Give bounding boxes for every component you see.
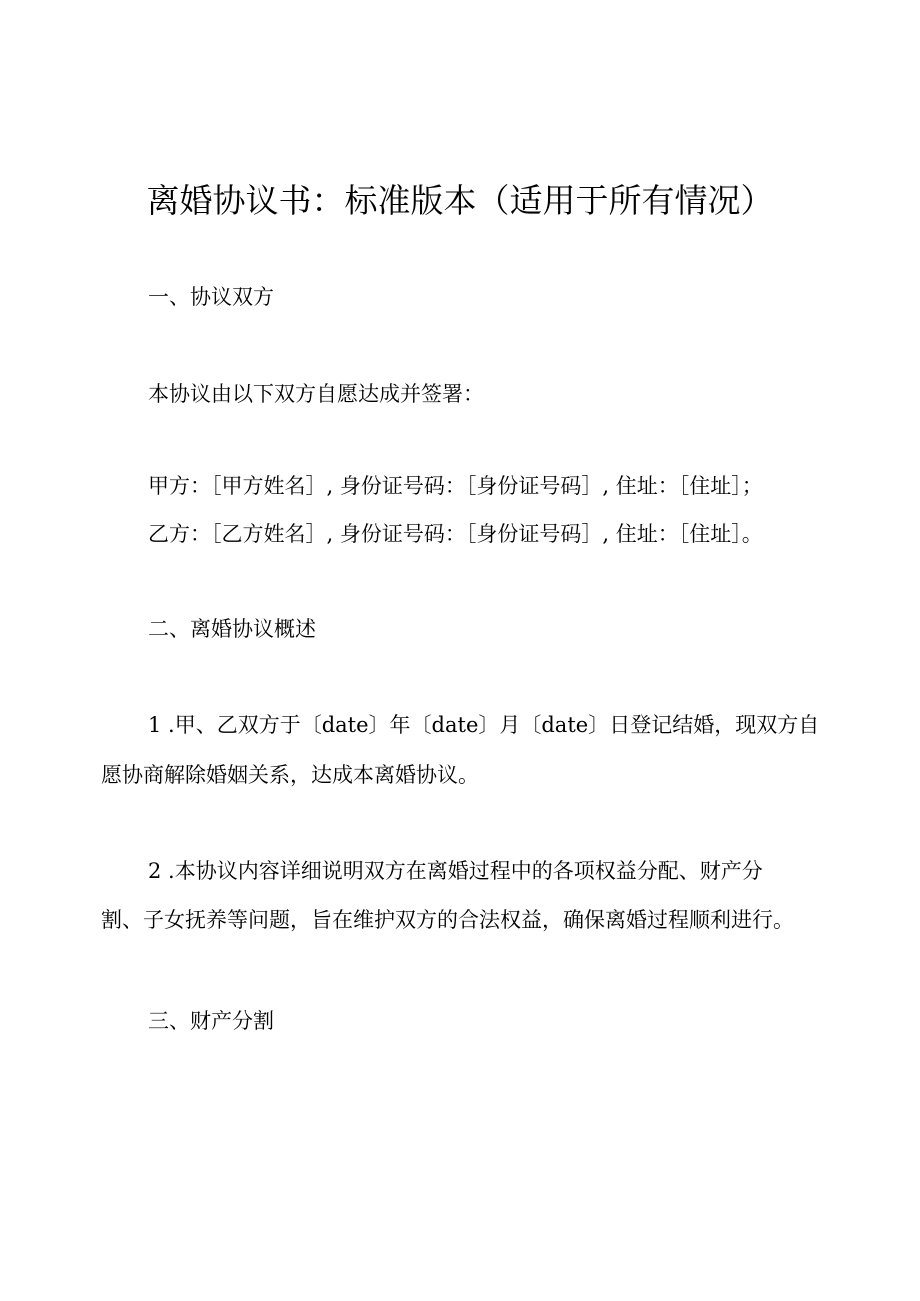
party-a-line: 甲方：［甲方姓名］, 身份证号码：［身份证号码］, 住址：［住址］； [148,474,763,498]
overview-item-1-line-1: 1 .甲、乙双方于〔date〕年〔date〕月〔date〕日登记结婚，现双方自 [148,713,820,737]
party-b-line: 乙方：［乙方姓名］, 身份证号码：［身份证号码］, 住址：［住址］。 [148,522,763,546]
overview-item-1-line-2: 愿协商解除婚姻关系，达成本离婚协议。 [101,763,479,787]
parties-intro: 本协议由以下双方自愿达成并签署： [148,382,484,406]
section-heading-property: 三、财产分割 [148,1009,274,1033]
section-heading-overview: 二、离婚协议概述 [148,617,316,641]
overview-item-2-line-1: 2 .本协议内容详细说明双方在离婚过程中的各项权益分配、财产分 [148,859,763,883]
overview-item-2-line-2: 割、子女抚养等问题，旨在维护双方的合法权益，确保离婚过程顺利进行。 [101,908,794,932]
section-heading-parties: 一、协议双方 [148,285,274,309]
document-title: 离婚协议书：标准版本（适用于所有情况） [146,181,774,220]
